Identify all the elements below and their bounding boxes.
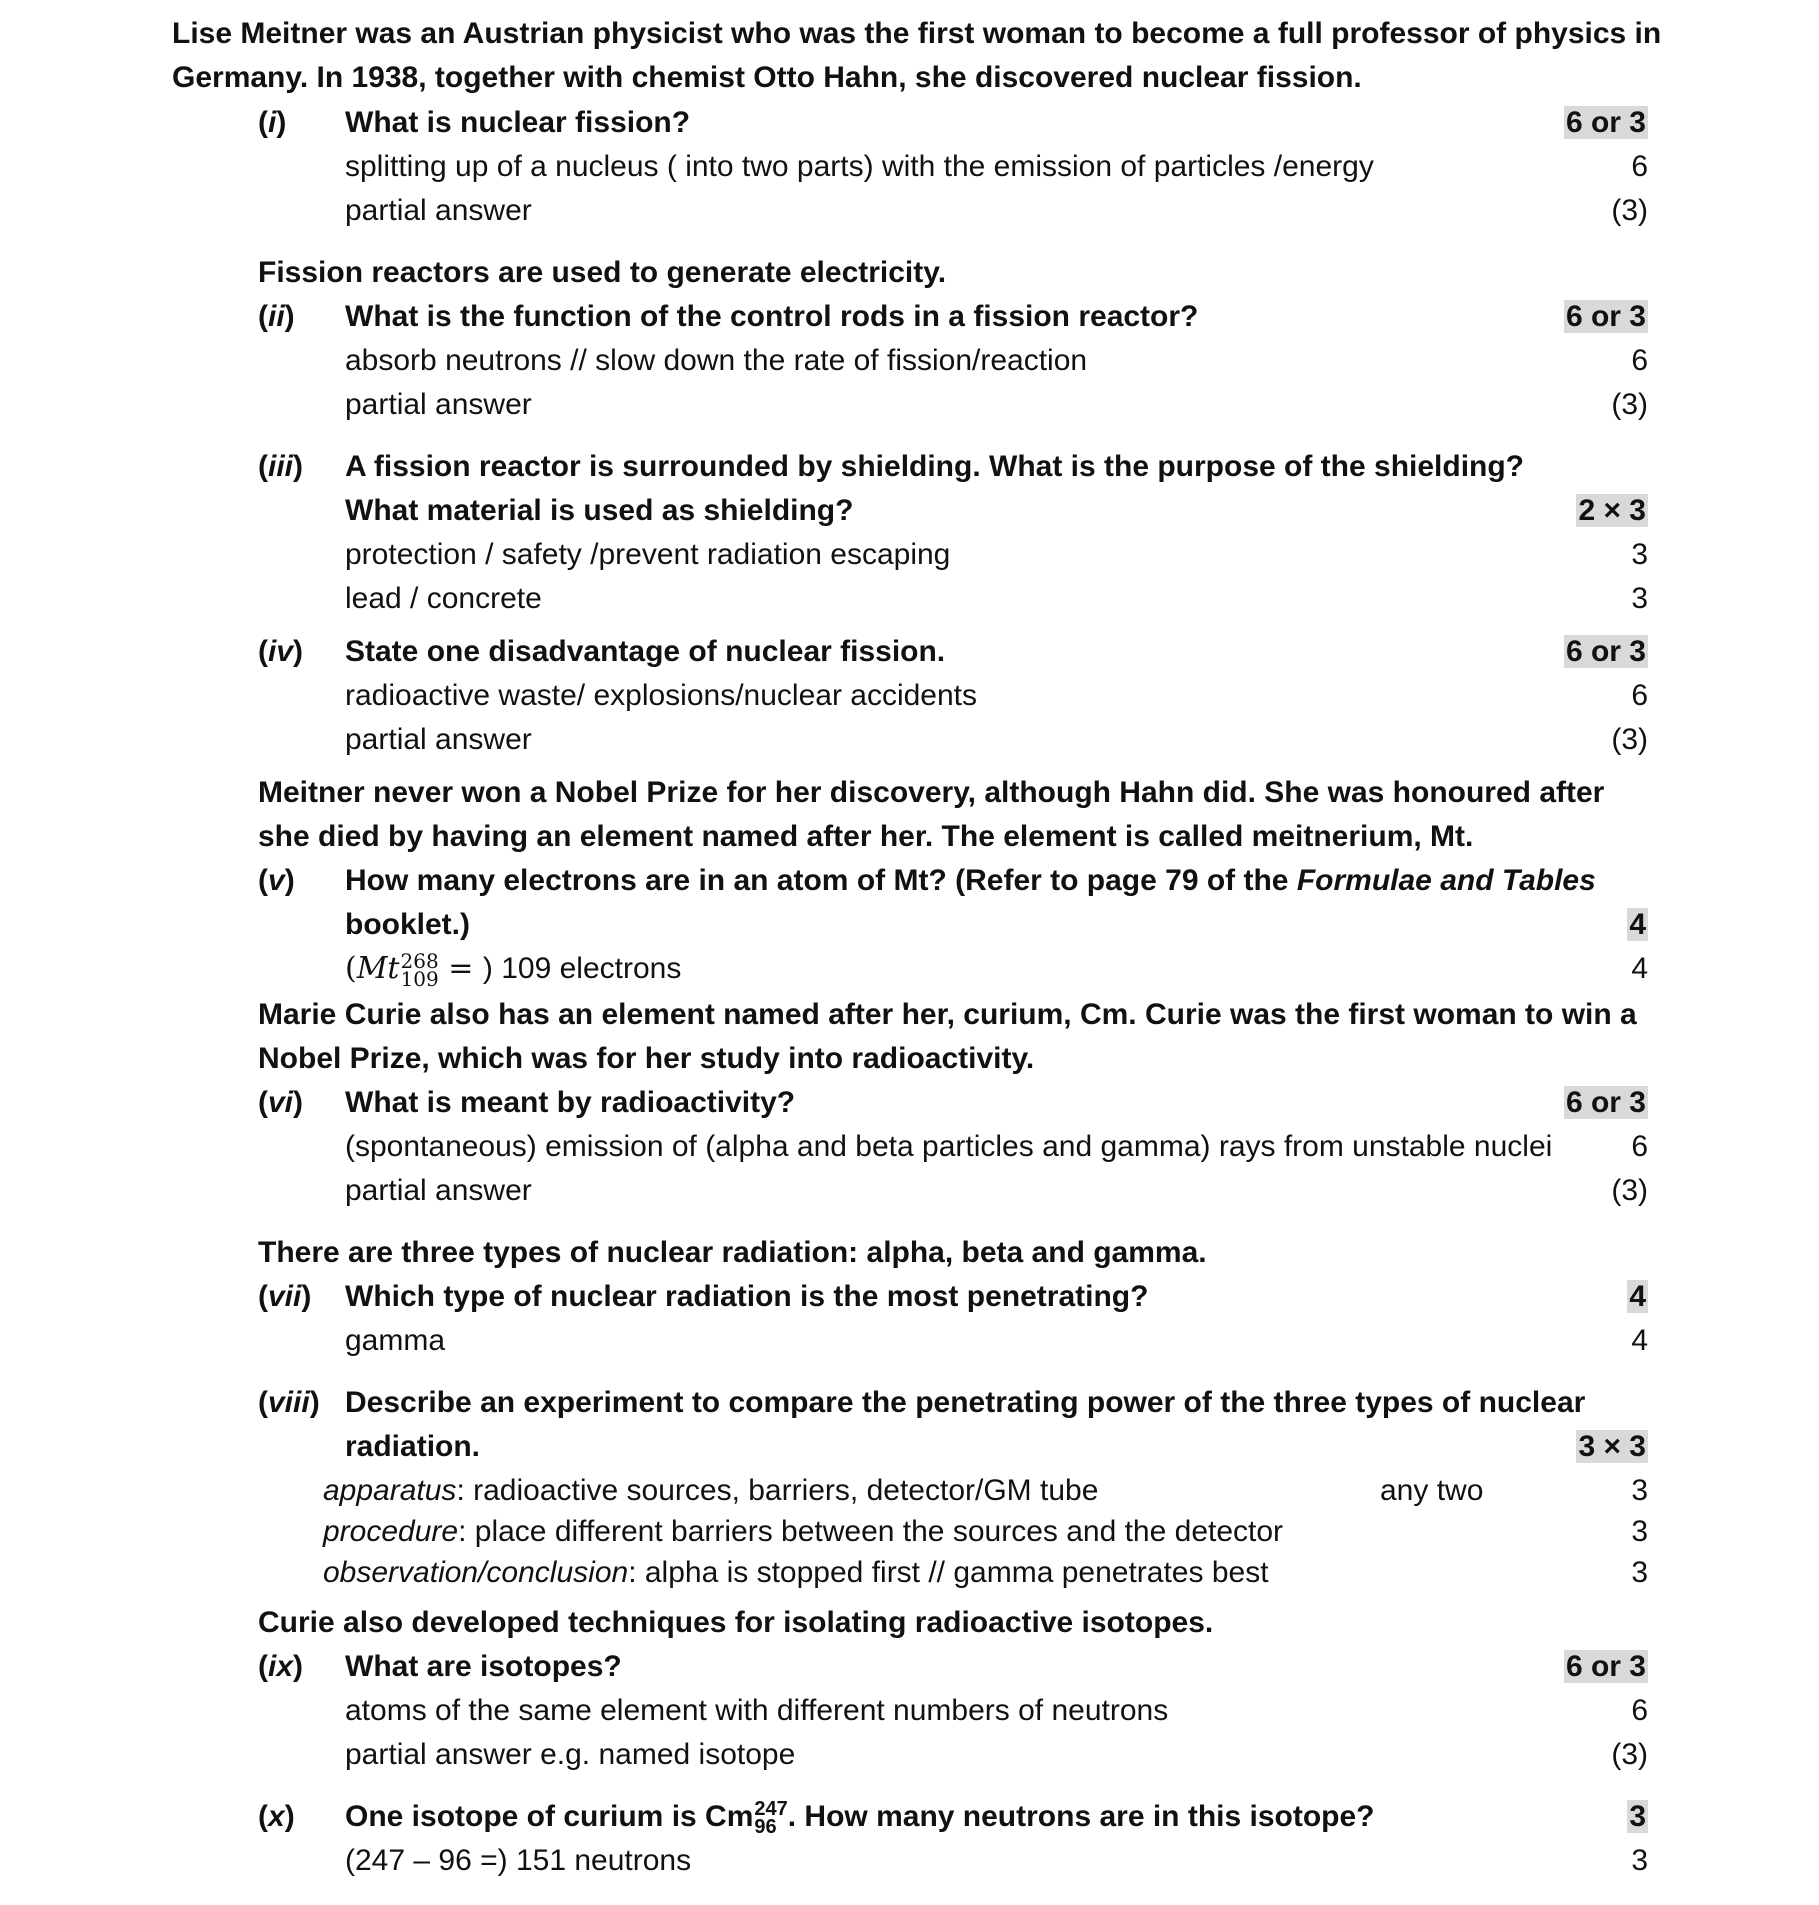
answer-text: atoms of the same element with different numbers of neutrons bbox=[345, 1694, 1169, 1727]
context-text: There are three types of nuclear radiation: alpha, beta and gamma. bbox=[258, 1236, 1207, 1269]
answer-text: protection / safety /prevent radiation escaping bbox=[345, 538, 951, 571]
mark-allocation: 6 or 3 bbox=[1565, 635, 1646, 668]
context-text: Marie Curie also has an element named after her, curium, Cm. Curie was the first woman to win a bbox=[258, 998, 1637, 1031]
question-text: How many electrons are in an atom of Mt? (Refer to page 79 of the Formulae and Tables bbox=[345, 864, 1596, 897]
question-number: (i) bbox=[258, 106, 287, 139]
answer-text: procedure: place different barriers between the sources and the detector bbox=[323, 1515, 1284, 1548]
answer-mark: 6 bbox=[1631, 1130, 1648, 1163]
question-number: (ii) bbox=[258, 300, 295, 333]
context-text: Fission reactors are used to generate electricity. bbox=[258, 256, 947, 289]
question-number: (iv) bbox=[258, 635, 304, 668]
answer-mark: 4 bbox=[1631, 1324, 1648, 1357]
partial-mark: (3) bbox=[1611, 194, 1648, 227]
answer-text: (Mt 268 109 = ) 109 electrons bbox=[345, 949, 682, 992]
partial-answer: partial answer bbox=[345, 723, 532, 756]
question-text: What is meant by radioactivity? bbox=[345, 1086, 796, 1119]
question-text: What is the function of the control rods in a fission reactor? bbox=[345, 300, 1199, 333]
answer-mark: 6 bbox=[1631, 344, 1648, 377]
question-text: What is nuclear fission? bbox=[345, 106, 691, 139]
question-text: One isotope of curium is Cm 247 96 . How many neutrons are in this isotope? bbox=[345, 1798, 1375, 1839]
question-number: (viii) bbox=[258, 1386, 320, 1419]
question-text: booklet.) bbox=[345, 908, 470, 941]
question-text: A fission reactor is surrounded by shielding. What is the purpose of the shielding? bbox=[345, 450, 1525, 483]
answer-mark: 3 bbox=[1631, 1556, 1648, 1589]
answer-mark: 6 bbox=[1631, 1694, 1648, 1727]
intro-line-1: Lise Meitner was an Austrian physicist who was the first woman to become a full professor of physics in bbox=[172, 17, 1662, 50]
answer-mark: 3 bbox=[1631, 1474, 1648, 1507]
context-text: she died by having an element named after her. The element is called meitnerium, Mt. bbox=[258, 820, 1474, 853]
partial-mark: (3) bbox=[1611, 723, 1648, 756]
question-number: (vi) bbox=[258, 1086, 304, 1119]
partial-mark: (3) bbox=[1611, 1738, 1648, 1771]
answer-text: radioactive waste/ explosions/nuclear accidents bbox=[345, 679, 978, 712]
question-text: What are isotopes? bbox=[345, 1650, 622, 1683]
answer-mark: 3 bbox=[1631, 538, 1648, 571]
nuclide-numbers: 268 109 bbox=[400, 949, 439, 992]
answer-mark: 3 bbox=[1631, 1515, 1648, 1548]
answer-text: (spontaneous) emission of (alpha and beta particles and gamma) rays from unstable nuclei bbox=[345, 1130, 1553, 1163]
partial-answer: partial answer bbox=[345, 194, 532, 227]
answer-text: splitting up of a nucleus ( into two parts) with the emission of particles /energy bbox=[345, 150, 1374, 183]
answer-text: (247 – 96 =) 151 neutrons bbox=[345, 1844, 692, 1877]
question-text: radiation. bbox=[345, 1430, 481, 1463]
answer-text: absorb neutrons // slow down the rate of fission/reaction bbox=[345, 344, 1088, 377]
answer-mark: 3 bbox=[1631, 582, 1648, 615]
mark-allocation: 3 bbox=[1629, 1800, 1646, 1833]
partial-answer: partial answer bbox=[345, 1174, 532, 1207]
mark-allocation: 4 bbox=[1629, 1280, 1646, 1313]
mark-allocation: 4 bbox=[1629, 908, 1646, 941]
mark-allocation: 6 or 3 bbox=[1565, 300, 1646, 333]
answer-text: lead / concrete bbox=[345, 582, 542, 615]
answer-mark: 6 bbox=[1631, 150, 1648, 183]
answer-mark: 3 bbox=[1631, 1844, 1648, 1877]
context-text: Nobel Prize, which was for her study into radioactivity. bbox=[258, 1042, 1035, 1075]
partial-mark: (3) bbox=[1611, 388, 1648, 421]
answer-mark: 4 bbox=[1631, 952, 1648, 985]
mark-allocation: 2 × 3 bbox=[1578, 494, 1646, 527]
question-number: (iii) bbox=[258, 450, 304, 483]
answer-text: apparatus: radioactive sources, barriers, detector/GM tube bbox=[323, 1474, 1099, 1507]
any-two-note: any two bbox=[1380, 1474, 1484, 1507]
mark-allocation: 3 × 3 bbox=[1578, 1430, 1646, 1463]
question-number: (v) bbox=[258, 864, 295, 897]
context-text: Curie also developed techniques for isolating radioactive isotopes. bbox=[258, 1606, 1214, 1639]
answer-text: observation/conclusion: alpha is stopped first // gamma penetrates best bbox=[323, 1556, 1269, 1589]
question-text: What material is used as shielding? bbox=[345, 494, 854, 527]
mark-allocation: 6 or 3 bbox=[1565, 1086, 1646, 1119]
partial-answer: partial answer e.g. named isotope bbox=[345, 1738, 796, 1771]
question-number: (x) bbox=[258, 1800, 295, 1833]
intro-line-2: Germany. In 1938, together with chemist Otto Hahn, she discovered nuclear fission. bbox=[172, 61, 1362, 94]
context-text: Meitner never won a Nobel Prize for her discovery, although Hahn did. She was honoured after bbox=[258, 776, 1605, 809]
mark-allocation: 6 or 3 bbox=[1565, 106, 1646, 139]
question-text: Describe an experiment to compare the penetrating power of the three types of nuclear bbox=[345, 1386, 1586, 1419]
answer-text: gamma bbox=[345, 1324, 446, 1357]
question-text: State one disadvantage of nuclear fission. bbox=[345, 635, 946, 668]
question-text: Which type of nuclear radiation is the most penetrating? bbox=[345, 1280, 1149, 1313]
nuclide-numbers: 247 96 bbox=[754, 1798, 788, 1839]
partial-mark: (3) bbox=[1611, 1174, 1648, 1207]
element-symbol: Mt bbox=[356, 951, 400, 986]
question-number: (ix) bbox=[258, 1650, 304, 1683]
mark-allocation: 6 or 3 bbox=[1565, 1650, 1646, 1683]
answer-mark: 6 bbox=[1631, 679, 1648, 712]
question-number: (vii) bbox=[258, 1280, 312, 1313]
partial-answer: partial answer bbox=[345, 388, 532, 421]
